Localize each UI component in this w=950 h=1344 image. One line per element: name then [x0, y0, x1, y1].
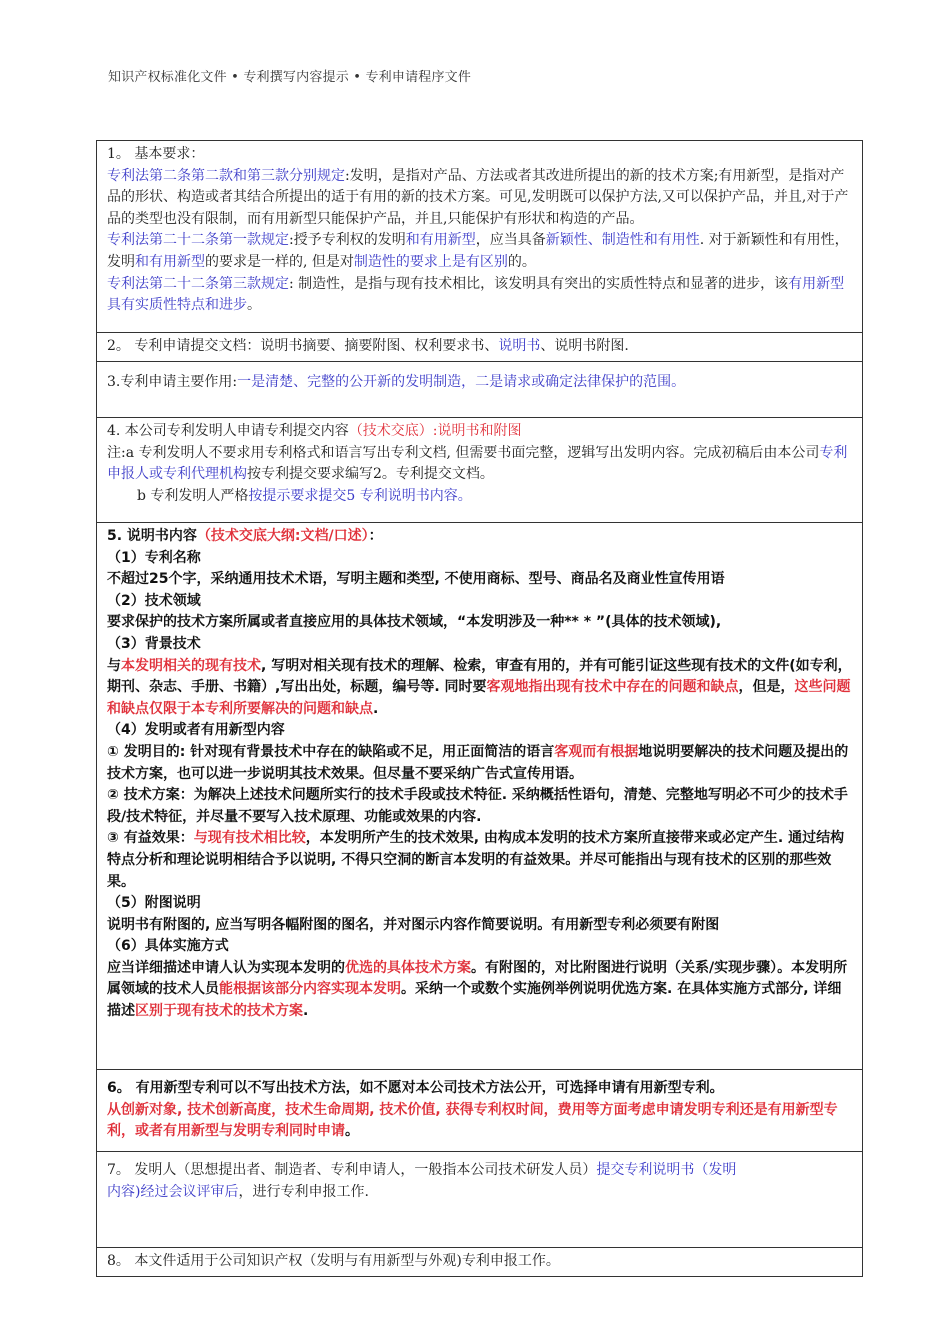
para-text: ，本发明所产生的技术效果, 由构成本发明的技术方案所直接带来或必定产生. 通过结构特点分析和理论说明相结合予以说明, 不得只空洞的断言本发明的有益效果。并尽可能指出与现有技术的区别的那些效果。	[107, 830, 845, 890]
section-5-title	[107, 526, 852, 548]
subheading-1: （1）专利名称	[107, 549, 201, 566]
para-text: 7。 发明人（思想提出者、制造者、专利申请人，一般指本公司技术研发人员）	[107, 1162, 597, 1178]
section-5-para-4b: ② 技术方案：为解决上述技术问题所实行的技术手段或技术特征. 采纳概括性语句，清楚、完整地写明必不可少的技术手段/技术特征，并尽量不要写入技术原理、功能或效果的内容.	[107, 787, 848, 825]
section-2-text	[107, 336, 852, 358]
section-7-row	[97, 1152, 863, 1248]
para-text: 的。	[507, 253, 536, 270]
section-3-cell	[97, 362, 863, 418]
section-5-para-1: 不超过25个字，采纳通用技术术语，写明主题和类型, 不使用商标、型号、商品名及商业性宣传用语	[107, 571, 725, 588]
para-text: b 专利发明人严格	[137, 487, 249, 504]
highlight-text: 新颖性、制造性和有用性	[545, 232, 700, 249]
para-text: ，应当具备	[475, 232, 546, 249]
highlight-text: 优选的具体技术方案	[345, 959, 471, 976]
section-5-para-6	[107, 958, 852, 1023]
para-text: 与	[107, 657, 121, 674]
highlight-text: 说明书	[498, 338, 541, 354]
highlight-text: 一是清楚、完整的公开新的发明制造，二是请求或确定法律保护的范围。	[237, 374, 686, 390]
section-7-text-2	[107, 1182, 852, 1204]
para-text: :发明，是指对产品、方法或者其改进所提出的新的技术方案;有用新型，是指对产品的形状、构造或者其结合所提出的适于有用的新的技术方案。可见,发明既可以保护方法,又可以保护产品，并且,对于产品的类型也没有限制，而有用新型只能保护产品，并且,只能保护有形状和构造的产品。	[107, 167, 849, 227]
para-text: .	[373, 700, 379, 717]
section-2-row	[97, 333, 863, 362]
subheading-3: （3）背景技术	[107, 635, 201, 652]
highlight-text: 能根据该部分内容实现本发明	[219, 981, 401, 998]
section-6-red-text	[107, 1100, 852, 1143]
highlight-text: 按提示要求提交5 专利说明书内容。	[248, 487, 472, 504]
section-3-text	[107, 372, 852, 394]
highlight-text: 客观地指出现有技术中存在的问题和缺点	[486, 679, 739, 696]
section-5-para-5: 说明书有附图的, 应当写明各幅附图的图名，并对图示内容作简要说明。有用新型专利必须要有附图	[107, 916, 720, 933]
section-1-para-3	[107, 274, 852, 317]
subheading-4: （4）发明或者有用新型内容	[107, 722, 285, 739]
para-text: 2。 专利申请提交文档：说明书摘要、摘要附图、权利要求书、	[107, 338, 499, 354]
highlight-text: 专利申报人或专利代理机构	[107, 444, 848, 483]
highlight-text: （技术交底大纲:文档/口述）	[196, 528, 369, 544]
section-1-cell	[97, 141, 863, 333]
section-4-title	[107, 421, 852, 443]
section-6-row	[97, 1070, 863, 1152]
para-text: , 写明对相关现有技术的理解、检索，审查有用的，并有可能引证这些现有技术的文件(如专利，期刊、杂志、手册、书籍）,写出出处，标题，编号等. 同时要	[107, 657, 852, 696]
highlight-text: 制造性的要求上是有区别	[353, 253, 508, 270]
section-8-text: 8。 本文件适用于公司知识产权（发明与有用新型与外观)专利申报工作。	[107, 1253, 560, 1269]
para-text: 。	[247, 297, 261, 314]
subheading-2: （2）技术领域	[107, 592, 201, 609]
section-7-text	[107, 1160, 852, 1182]
content-table	[96, 140, 863, 1277]
highlight-text: （技术交底）:说明书和附图	[348, 423, 522, 439]
para-text: ① 发明目的: 针对现有背景技术中存在的缺陷或不足，用正面简洁的语言	[107, 743, 555, 760]
para-text: 应当详细描述申请人认为实现本发明的	[107, 959, 345, 976]
para-text: 注:a 专利发明人不要求用专利格式和语言写出专利文档, 但需要书面完整，逻辑写出发明内容。完成初稿后由本公司	[107, 444, 820, 461]
law-ref-3: 专利法第二十二条第三款规定	[107, 275, 289, 292]
section-6-cell	[97, 1070, 863, 1152]
highlight-text: 和有用新型	[405, 232, 476, 249]
section-1-para-2	[107, 230, 852, 273]
highlight-text: 区别于现有技术的技术方案	[135, 1003, 303, 1020]
para-text: 按专利提交要求编写2。专利提交文档。	[247, 466, 494, 483]
section-5-para-4c	[107, 828, 852, 893]
subheading-6: （6）具体实施方式	[107, 938, 229, 955]
section-8-cell	[97, 1248, 863, 1277]
highlight-text: 有用新型具有实质性特点和进步	[107, 275, 845, 314]
section-4-row	[97, 418, 863, 523]
section-1-para-1	[107, 166, 852, 231]
section-5-para-2: 要求保护的技术方案所属或者直接应用的具体技术领域，“本发明涉及一种** * ”(具体的技术领域),	[107, 614, 722, 631]
para-text: ③ 有益效果：	[107, 830, 194, 847]
section-1-title: 1。 基本要求：	[107, 146, 205, 162]
subheading-5: （5）附图说明	[107, 895, 201, 912]
section-2-cell	[97, 333, 863, 362]
section-5-cell	[97, 523, 863, 1070]
highlight-text: 客观而有根据	[554, 743, 639, 760]
para-text: 3.专利申请主要作用:	[107, 374, 238, 390]
law-ref-2: 专利法第二十二条第一款规定	[107, 232, 289, 249]
para-text: 地说明要解决的技术问题及提出的技术方案，也可以进一步说明其技术效果。但尽量不要采纳广告式宣传用语。	[107, 743, 849, 782]
para-text: 。	[345, 1123, 359, 1140]
highlight-text: 提交专利说明书（发明	[596, 1162, 737, 1178]
section-4-cell	[97, 418, 863, 523]
para-text: 、说明书附图.	[540, 338, 629, 354]
highlight-text: 内容)经过会议评审后	[107, 1183, 239, 1200]
para-text: :授予专利权的发明	[289, 232, 406, 249]
para-text: 。采纳一个或数个实施例举例说明优选方案. 在具体实施方式部分, 详细描述	[107, 981, 842, 1020]
section-5-para-3	[107, 656, 852, 721]
para-text: .	[303, 1003, 309, 1020]
section-4-note-a	[107, 443, 852, 486]
section-1-row	[97, 141, 863, 333]
highlight-text: 和有用新型	[135, 253, 205, 270]
para-text: 5. 说明书内容	[107, 528, 197, 544]
highlight-text: 本发明相关的现有技术	[121, 657, 261, 674]
section-3-row	[97, 362, 863, 418]
section-8-row	[97, 1248, 863, 1277]
para-text: 。有附图的，对比附图进行说明（关系/实现步骤）。本发明所属领域的技术人员	[107, 959, 848, 998]
highlight-text: 这些问题和缺点仅限于本专利所要解决的问题和缺点	[107, 679, 851, 717]
section-7-cell	[97, 1152, 863, 1248]
highlight-text: 从创新对象, 技术创新高度，技术生命周期, 技术价值, 获得专利权时间，费用等方面考虑申请发明专利还是有用新型专利，或者有用新型与发明专利同时申请	[107, 1101, 838, 1140]
para-text: 4. 本公司专利发明人申请专利提交内容	[107, 423, 349, 439]
section-5-row	[97, 523, 863, 1070]
highlight-text: 与现有技术相比较	[193, 830, 306, 847]
section-6-text: 6。 有用新型专利可以不写出技术方法，如不愿对本公司技术方法公开，可选择申请有用新型专利。	[107, 1080, 724, 1096]
section-4-note-b	[107, 486, 852, 508]
law-ref-1: 专利法第二条第二款和第三款分别规定	[107, 167, 345, 184]
para-text: . 对于新颖性和有用性，发明	[107, 232, 849, 270]
para-text: ：	[368, 528, 383, 544]
para-text: : 制造性，是指与现有技术相比，该发明具有突出的实质性特点和显著的进步，该	[289, 275, 789, 292]
para-text: 的要求是一样的, 但是对	[205, 253, 354, 270]
document-header: 知识产权标准化文件 • 专利撰写内容提示 • 专利申请程序文件	[108, 70, 472, 85]
para-text: ，进行专利申报工作.	[238, 1183, 369, 1200]
section-5-para-4a	[107, 742, 852, 785]
para-text: ，但是，	[738, 679, 795, 696]
